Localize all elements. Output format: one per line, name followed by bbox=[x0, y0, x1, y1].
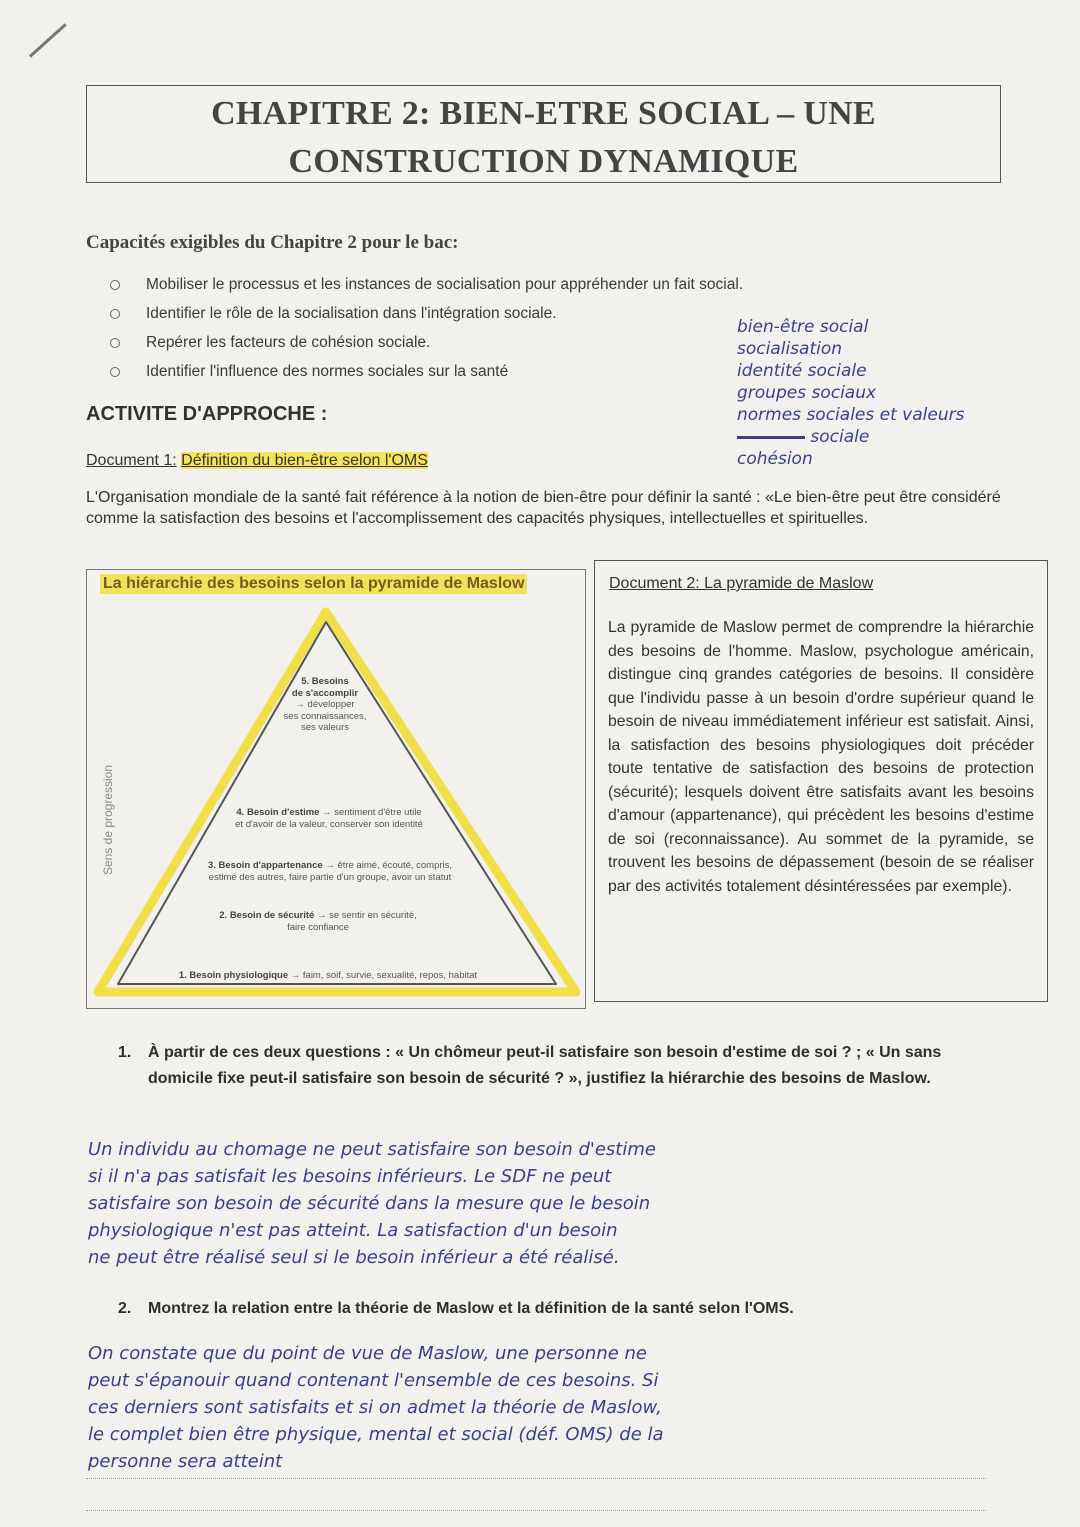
question-1 bbox=[118, 1040, 998, 1092]
pyramid-highlight bbox=[98, 612, 576, 992]
answer-line: satisfaire son besoin de sécurité dans la mesure que le besoin bbox=[88, 1193, 651, 1214]
answer-line: ne peut être réalisé seul si le besoin inférieur a été réalisé. bbox=[88, 1247, 620, 1268]
pyramid-level-2: 2. Besoin de sécurité → se sentir en sécurité, faire confiance bbox=[219, 910, 417, 933]
bullet-icon bbox=[110, 367, 120, 377]
keyword: normes sociales et valeurs bbox=[737, 405, 965, 425]
keyword: cohésion bbox=[737, 449, 813, 469]
question-2 bbox=[118, 1296, 998, 1322]
pyramid-level-4: 4. Besoin d'estime → sentiment d'être utile et d'avoir de la valeur, conserver son identité bbox=[235, 807, 423, 830]
document2-text: La pyramide de Maslow permet de comprendre la hiérarchie des besoins de l'homme. Maslow, psychologue américain, distingue cinq grandes catégories de besoins. Il considère que l'individu passe à un besoin d'ordre supérieur quand le besoin de niveau immédiatement inférieur est satisfait. Ainsi, la satisfaction des besoins physiologiques doit précéder toute tentative de satisfaction des besoins de protection (sécurité); lesquels doivent être satisfaits avant les besoins d'amour (appartenance), qui précèdent les besoins d'estime de soi (reconnaissance). Au sommet de la pyramide, se trouvent les besoins de dépassement (besoin de se réaliser par des activités totalement désintéressées par exemple). bbox=[608, 619, 1034, 895]
pyramid-level-5: 5. Besoins de s'accomplir → développer ses connaissances, ses valeurs bbox=[283, 676, 367, 733]
bullet-icon bbox=[110, 280, 120, 290]
pyramid-title: La hiérarchie des besoins selon la pyramide de Maslow bbox=[100, 574, 527, 594]
answer-line: ces derniers sont satisfaits et si on admet la théorie de Maslow, bbox=[88, 1397, 662, 1418]
pyramid-level-1: 1. Besoin physiologique → faim, soif, survie, sexualité, repos, habitat bbox=[178, 970, 478, 981]
answer-line: Un individu au chomage ne peut satisfaire son besoin d'estime bbox=[88, 1139, 656, 1160]
answer-2 bbox=[88, 1340, 1048, 1475]
dotted-answer-line bbox=[86, 1510, 986, 1511]
keyword: groupes sociaux bbox=[737, 383, 877, 403]
keyword-row bbox=[737, 426, 964, 448]
document1-label: Document 1: bbox=[86, 452, 177, 469]
chapter-title-line-2: CONSTRUCTION DYNAMIQUE bbox=[288, 143, 799, 180]
dotted-answer-line bbox=[86, 1478, 986, 1479]
keyword: bien-être social bbox=[737, 317, 869, 337]
answer-line: On constate que du point de vue de Maslow, une personne ne bbox=[88, 1343, 648, 1364]
chapter-title-line-1: CHAPITRE 2: BIEN-ETRE SOCIAL – UNE bbox=[211, 95, 876, 132]
activite-heading: ACTIVITE D'APPROCHE : bbox=[86, 403, 328, 425]
bullet-icon bbox=[110, 338, 120, 348]
document1-text: L'Organisation mondiale de la santé fait référence à la notion de bien-être pour définir la santé : «Le bien-être peut être considéré comme la satisfaction des besoins et l'accomplissement des capacités physiques, intellectuelles et spirituelles. bbox=[86, 489, 1001, 527]
bullet-icon bbox=[110, 309, 120, 319]
answer-1 bbox=[88, 1136, 1048, 1271]
answer-line: si il n'a pas satisfait les besoins inférieurs. Le SDF ne peut bbox=[88, 1166, 612, 1187]
chapter-title-box bbox=[86, 85, 1001, 183]
keyword: socialisation bbox=[737, 339, 843, 359]
document1-title: Définition du bien-être selon l'OMS bbox=[181, 452, 428, 469]
document1-heading bbox=[86, 452, 428, 470]
document2-title: Document 2: La pyramide de Maslow bbox=[609, 575, 874, 592]
question-text: Montrez la relation entre la théorie de Maslow et la définition de la santé selon l'OMS. bbox=[148, 1300, 794, 1317]
list-item: Mobiliser le processus et les instances de socialisation pour appréhender un fait social. bbox=[110, 270, 743, 299]
question-number: 1. bbox=[118, 1044, 132, 1061]
pen-mark bbox=[29, 23, 67, 57]
list-item: Repérer les facteurs de cohésion sociale. bbox=[110, 328, 743, 357]
handwritten-keywords bbox=[737, 316, 964, 470]
struck-word bbox=[737, 427, 805, 447]
question-number: 2. bbox=[118, 1300, 132, 1317]
answer-line: physiologique n'est pas atteint. La satisfaction d'un besoin bbox=[88, 1220, 618, 1241]
pyramid-level-3: 3. Besoin d'appartenance → être aimé, écouté, compris, estimé des autres, faire partie d'un groupe, avoir un statut bbox=[207, 860, 453, 883]
answer-line: personne sera atteint bbox=[88, 1451, 283, 1472]
pyramid-diagram bbox=[86, 600, 586, 1010]
keyword: identité sociale bbox=[737, 361, 867, 381]
progression-axis-label: Sens de progression bbox=[101, 764, 115, 876]
answer-line: le complet bien être physique, mental et social (déf. OMS) de la bbox=[88, 1424, 664, 1445]
answer-line: peut s'épanouir quand contenant l'ensemble de ces besoins. Si bbox=[88, 1370, 659, 1391]
list-item: Identifier l'influence des normes sociales sur la santé bbox=[110, 357, 743, 386]
keyword: sociale bbox=[810, 427, 870, 447]
capacites-heading: Capacités exigibles du Chapitre 2 pour le bac: bbox=[86, 232, 459, 253]
capacites-list bbox=[110, 270, 743, 386]
list-item: Identifier le rôle de la socialisation dans l'intégration sociale. bbox=[110, 299, 743, 328]
question-text: À partir de ces deux questions : « Un chômeur peut-il satisfaire son besoin d'estime de soi ? ; « Un sans domicile fixe peut-il satisfaire son besoin de sécurité ? », justifiez la hiérarchie des besoins de Maslow. bbox=[148, 1044, 942, 1087]
